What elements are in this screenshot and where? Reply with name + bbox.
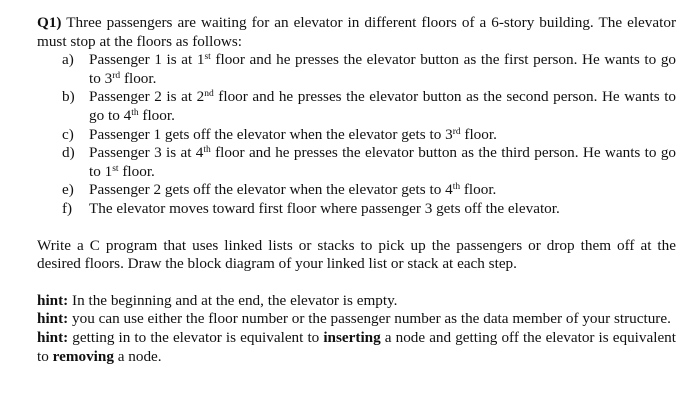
hint-label: hint: (37, 310, 69, 328)
hint-label: hint: (37, 291, 69, 309)
step-item-d: d) Passenger 3 is at 4th floor and he presses the elevator button as the third person. He wants to go to 1st floor. (62, 144, 677, 180)
step-marker: a) (62, 51, 74, 69)
step-item-b: b) Passenger 2 is at 2nd floor and he presses the elevator button as the second person. He wants to go to 4th floor. (62, 88, 677, 124)
hint-line: hint: In the beginning and at the end, the elevator is empty. (37, 291, 398, 309)
hint-line: hint: getting in to the elevator is equivalent to inserting a node and getting off the elevator is equivalent to removing a node. (37, 328, 676, 365)
step-marker: c) (62, 125, 74, 143)
question-intro: Three passengers are waiting for an elevator in different floors of a 6-story building. The elevator must stop at the floors as follows: (37, 14, 676, 50)
emphasis-removing: removing (52, 347, 114, 365)
step-marker: b) (62, 88, 75, 106)
question-header (37, 14, 676, 51)
emphasis-inserting: inserting (323, 328, 381, 346)
step-marker: f) (62, 199, 73, 217)
step-marker: d) (62, 144, 75, 162)
step-marker: e) (62, 181, 74, 199)
hints-block (37, 292, 676, 366)
hint-line: hint: you can use either the floor number or the passenger number as the data member of your structure. (37, 310, 671, 328)
step-item-e: e) Passenger 2 gets off the elevator when the elevator gets to 4th floor. (62, 181, 497, 199)
hint-label: hint: (37, 328, 69, 346)
step-item-c: c) Passenger 1 gets off the elevator when the elevator gets to 3rd floor. (62, 125, 497, 143)
task-paragraph: Write a C program that uses linked lists or stacks to pick up the passengers or drop them off at the desired floors. Draw the block diagram of your linked list or stack at each step. (37, 236, 676, 273)
step-item-f: f) The elevator moves toward first floor where passenger 3 gets off the elevator. (62, 199, 560, 217)
step-list (37, 51, 676, 218)
question-label: Q1) (37, 14, 62, 31)
step-item-a: a) Passenger 1 is at 1st floor and he presses the elevator button as the first person. He wants to go to 3rd floor. (62, 51, 677, 87)
